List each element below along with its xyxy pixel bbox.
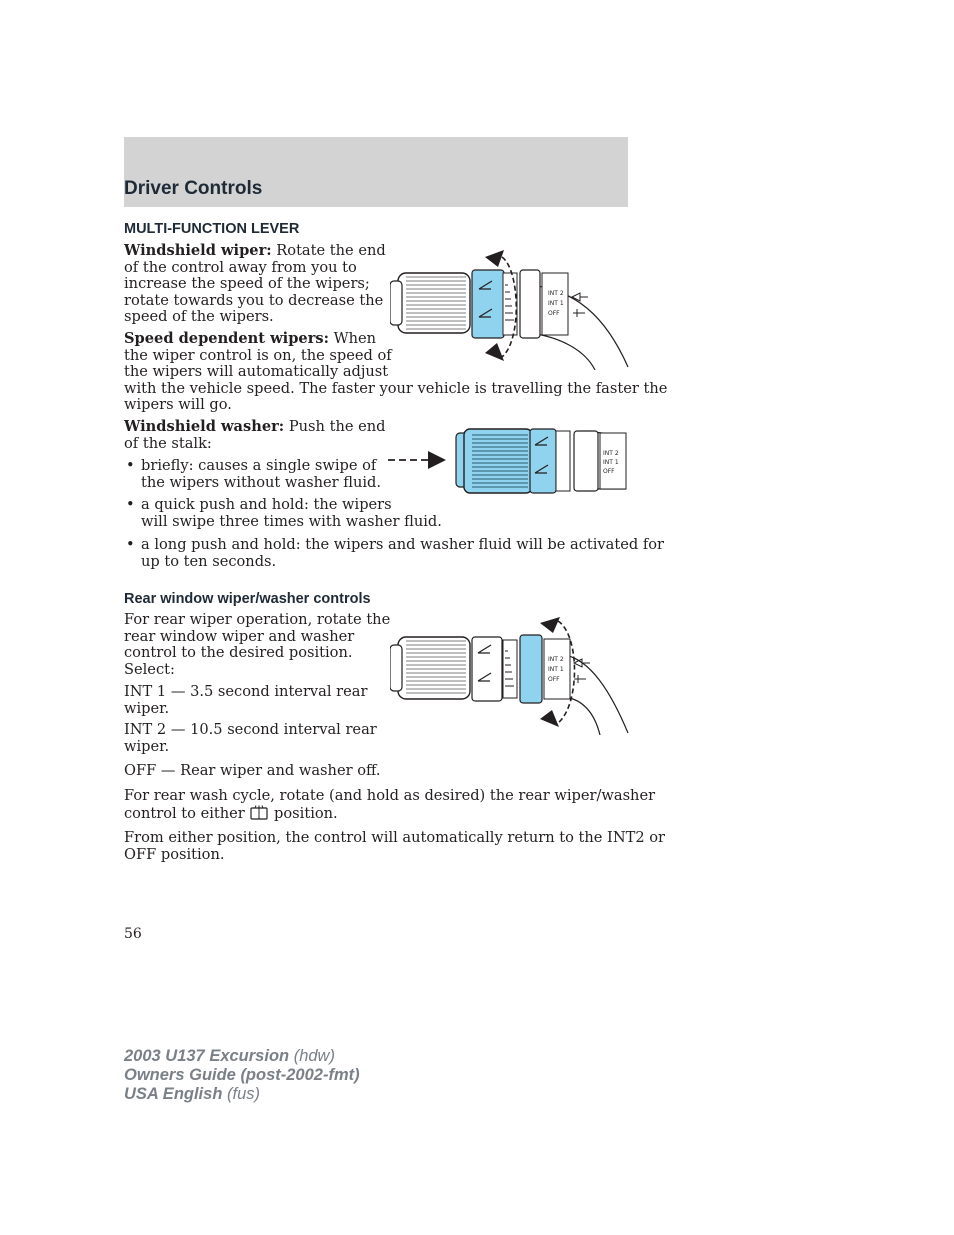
rear-wiper-heading: Rear window wiper/washer controls <box>124 591 371 607</box>
text-line: • briefly: causes a single swipe of <box>141 457 377 474</box>
footer-lang-code: (fus) <box>222 1085 260 1103</box>
int1-label: INT 1 <box>603 459 619 466</box>
washer-push-figure <box>388 427 628 499</box>
footer-guide: Owners Guide (post-2002-fmt) <box>124 1066 360 1084</box>
int1-label: INT 1 <box>548 666 564 673</box>
int2-label: INT 2 <box>548 290 564 297</box>
footer-language: USA English <box>124 1085 223 1103</box>
text-line: Push the end <box>288 418 386 435</box>
section-title: Driver Controls <box>124 178 263 199</box>
footer-code: (hdw) <box>289 1047 335 1065</box>
text-line: wiper. <box>124 737 170 755</box>
text-line: For rear wash cycle, rotate (and hold as desired) the rear wiper/washer <box>124 787 656 804</box>
off-label: OFF <box>548 310 560 317</box>
text-line: with the vehicle speed. The faster your vehicle is travelling the faster the <box>124 379 668 397</box>
list-item <box>124 537 664 570</box>
list-item <box>124 458 381 491</box>
off-paragraph: OFF — Rear wiper and washer off. <box>124 762 381 779</box>
text-line: From either position, the control will automatically return to the INT2 or <box>124 829 666 846</box>
windshield-washer-paragraph <box>124 419 386 452</box>
text-line: the wipers will automatically adjust <box>124 363 389 381</box>
text-line: control to the desired position. <box>124 644 353 662</box>
text-line: increase the speed of the wipers; <box>124 275 370 293</box>
windshield-wiper-label: Windshield wiper: <box>124 242 272 259</box>
text-line: INT 2 — 10.5 second interval rear <box>124 721 377 738</box>
text-line: OFF position. <box>124 845 225 863</box>
int2-label: INT 2 <box>548 656 564 663</box>
return-note-paragraph <box>124 830 665 863</box>
text-line: When <box>333 330 377 347</box>
text-line: of the control away from you to <box>124 258 357 276</box>
text-line: up to ten seconds. <box>141 552 277 570</box>
text-line: will swipe three times with washer fluid. <box>141 512 442 530</box>
text-line: the wipers without washer fluid. <box>141 473 382 491</box>
text-line: position. <box>274 804 338 822</box>
footer-model: 2003 U137 Excursion <box>124 1047 290 1065</box>
text-line: of the stalk: <box>124 434 212 452</box>
document-footer <box>124 1047 360 1104</box>
text-line: Select: <box>124 660 175 678</box>
text-line: rear window wiper and washer <box>124 627 355 645</box>
rear-wiper-rotate-figure <box>390 615 630 735</box>
rear-wash-paragraph <box>124 788 655 822</box>
page-number: 56 <box>124 926 142 942</box>
off-label: OFF <box>548 676 560 683</box>
text-line: Rotate the end <box>276 242 386 259</box>
int2-label: INT 2 <box>603 450 619 457</box>
text-line: the wiper control is on, the speed of <box>124 346 392 364</box>
text-line: • a long push and hold: the wipers and washer fluid will be activated for <box>141 536 664 553</box>
text-line: INT 1 — 3.5 second interval rear <box>124 683 368 700</box>
windshield-washer-label: Windshield washer: <box>124 418 285 435</box>
off-label: OFF <box>603 468 615 475</box>
int2-paragraph <box>124 722 377 755</box>
list-item <box>124 497 442 530</box>
text-line: wipers will go. <box>124 396 232 414</box>
speed-dependent-label: Speed dependent wipers: <box>124 330 329 347</box>
rear-intro-paragraph <box>124 612 390 678</box>
wiper-rotate-figure <box>390 245 630 370</box>
windshield-wiper-paragraph <box>124 243 386 326</box>
int1-label: INT 1 <box>548 300 564 307</box>
text-line: rotate towards you to decrease the <box>124 291 384 309</box>
multi-function-heading: MULTI-FUNCTION LEVER <box>124 221 300 237</box>
text-line: • a quick push and hold: the wipers <box>141 496 392 513</box>
int1-paragraph <box>124 684 367 717</box>
text-line: wiper. <box>124 699 170 717</box>
text-line: speed of the wipers. <box>124 308 274 326</box>
text-line: control to either <box>124 804 245 822</box>
text-line: For rear wiper operation, rotate the <box>124 611 391 628</box>
rear-washer-icon <box>249 805 269 821</box>
